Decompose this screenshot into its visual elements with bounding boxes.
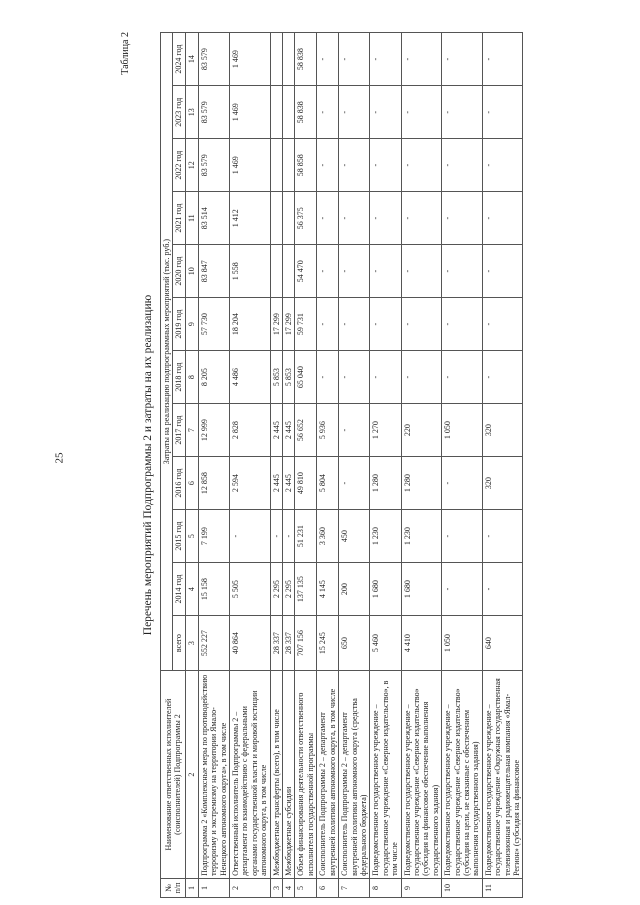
cell-total: 28 337	[283, 616, 295, 671]
cell-year-value	[270, 245, 282, 298]
cell-year-value: 2 295	[283, 563, 295, 616]
col-header-costs: Затраты на реализацию подпрограммных мероприятий (тыс. руб.)	[161, 33, 173, 671]
cell-year-value: 83 579	[198, 139, 229, 192]
cell-year-value: -	[270, 510, 282, 563]
cell-year-value: -	[317, 86, 339, 139]
cell-year-value: -	[401, 192, 442, 245]
col-header-year: 2018 год	[173, 351, 185, 404]
cell-year-value	[283, 245, 295, 298]
cell-year-value: 2 445	[283, 457, 295, 510]
row-name: Подведомственное государственное учреждение – государственное учреждение «Северное издательство», в том числе	[370, 671, 401, 879]
row-number: 4	[283, 878, 295, 897]
cell-year-value: -	[401, 351, 442, 404]
cell-year-value: -	[401, 33, 442, 86]
row-number: 7	[339, 878, 370, 897]
cell-year-value: 59 731	[295, 298, 317, 351]
table-row	[442, 33, 483, 898]
column-index: 12	[185, 139, 198, 192]
column-index-row	[185, 33, 198, 898]
cell-year-value: 58 858	[295, 139, 317, 192]
cell-year-value: 5 853	[283, 351, 295, 404]
col-header-year: 2021 год	[173, 192, 185, 245]
cell-year-value: -	[442, 139, 483, 192]
cell-year-value: 1 230	[401, 510, 442, 563]
row-name: Соисполнитель Подпрограммы 2 – департамент внутренней политики автономного округа (средства федерального бюджета)	[339, 671, 370, 879]
cell-year-value: 1 469	[230, 86, 271, 139]
cell-year-value: 2 828	[230, 404, 271, 457]
row-number: 1	[198, 878, 229, 897]
cell-year-value: 1 280	[401, 457, 442, 510]
cell-year-value: 2 445	[270, 404, 282, 457]
cell-year-value: -	[401, 86, 442, 139]
cell-year-value: -	[317, 139, 339, 192]
table-row	[230, 33, 271, 898]
table-row	[401, 33, 442, 898]
column-index: 9	[185, 298, 198, 351]
row-name: Подведомственное государственное учреждение – государственное учреждение «Северное издательство» (субсидия на цели, не связанные с обеспечением выполнения государственного задания)	[442, 671, 483, 879]
cell-year-value: -	[283, 510, 295, 563]
cell-year-value: 83 514	[198, 192, 229, 245]
cell-year-value: -	[317, 351, 339, 404]
cell-year-value: -	[339, 192, 370, 245]
cell-year-value: 83 579	[198, 86, 229, 139]
cell-year-value: -	[442, 510, 483, 563]
cell-year-value: -	[482, 33, 523, 86]
cell-year-value: 17 299	[270, 298, 282, 351]
cell-year-value: -	[442, 33, 483, 86]
row-number: 3	[270, 878, 282, 897]
cell-year-value: -	[442, 86, 483, 139]
cell-year-value: 3 360	[317, 510, 339, 563]
cell-total: 640	[482, 616, 523, 671]
row-number: 11	[482, 878, 523, 897]
col-header-year: 2019 год	[173, 298, 185, 351]
column-index: 2	[185, 671, 198, 879]
cell-year-value: 4 145	[317, 563, 339, 616]
col-header-year: 2020 год	[173, 245, 185, 298]
header-row-1	[161, 33, 173, 898]
table-row	[317, 33, 339, 898]
cell-year-value: -	[482, 86, 523, 139]
cell-year-value: -	[317, 298, 339, 351]
cell-total: 4 410	[401, 616, 442, 671]
cell-year-value: 2 445	[270, 457, 282, 510]
cell-year-value: -	[442, 563, 483, 616]
column-index: 3	[185, 616, 198, 671]
cell-year-value	[270, 86, 282, 139]
cell-total: 707 156	[295, 616, 317, 671]
row-name: Ответственный исполнитель Подпрограммы 2 – департамент по взаимодействию с федеральными органами государственной власти и мировой юстиции автономного округа, в том числе	[230, 671, 271, 879]
table-row	[339, 33, 370, 898]
cell-year-value: -	[482, 298, 523, 351]
cell-year-value: -	[317, 192, 339, 245]
row-name: Межбюджетные субсидии	[283, 671, 295, 879]
column-index: 8	[185, 351, 198, 404]
page-number: 25	[53, 452, 66, 464]
col-header-year: 2015 год	[173, 510, 185, 563]
cell-year-value: 8 205	[198, 351, 229, 404]
cell-year-value: 2 445	[283, 404, 295, 457]
cell-total: 28 337	[270, 616, 282, 671]
rotated-sheet	[120, 32, 640, 898]
cell-year-value: 15 158	[198, 563, 229, 616]
cell-year-value: -	[230, 510, 271, 563]
row-number: 10	[442, 878, 483, 897]
col-header-year: 2014 год	[173, 563, 185, 616]
cell-year-value: -	[401, 139, 442, 192]
cell-year-value	[283, 33, 295, 86]
cell-year-value: -	[442, 351, 483, 404]
column-index: 7	[185, 404, 198, 457]
column-index: 11	[185, 192, 198, 245]
row-number: 9	[401, 878, 442, 897]
cell-year-value: 58 838	[295, 86, 317, 139]
cell-year-value: 18 204	[230, 298, 271, 351]
cell-year-value: 320	[482, 404, 523, 457]
cell-total: 5 460	[370, 616, 401, 671]
row-number: 8	[370, 878, 401, 897]
cell-year-value: 49 810	[295, 457, 317, 510]
cell-year-value	[283, 86, 295, 139]
row-name: Объем финансирования деятельности ответственного исполнителя государственной программы	[295, 671, 317, 879]
cell-year-value: 65 040	[295, 351, 317, 404]
col-header-year: 2017 год	[173, 404, 185, 457]
cell-year-value: -	[482, 245, 523, 298]
cell-year-value: 5 804	[317, 457, 339, 510]
row-number: 5	[295, 878, 317, 897]
table-label: Таблица 2	[120, 32, 131, 75]
table-row	[482, 33, 523, 898]
column-index: 10	[185, 245, 198, 298]
cell-year-value: -	[339, 86, 370, 139]
cell-year-value: -	[442, 192, 483, 245]
cell-year-value: -	[370, 245, 401, 298]
cell-year-value	[270, 192, 282, 245]
row-name: Подпрограмма 2 «Комплексные меры по противодействию терроризму и экстремизму на территории Ямало-Ненецкого автономного округа», в том числе	[198, 671, 229, 879]
cell-year-value: 320	[482, 457, 523, 510]
cell-year-value: 1 230	[370, 510, 401, 563]
cell-year-value: -	[442, 245, 483, 298]
cell-year-value: -	[442, 457, 483, 510]
cell-year-value: -	[482, 563, 523, 616]
cell-year-value: 1 469	[230, 139, 271, 192]
table-title: Перечень мероприятий Подпрограммы 2 и затраты на их реализацию	[142, 294, 154, 636]
cell-year-value: 5 936	[317, 404, 339, 457]
cell-year-value: -	[339, 457, 370, 510]
table-row	[370, 33, 401, 898]
cell-year-value: 1 469	[230, 33, 271, 86]
cell-total: 40 864	[230, 616, 271, 671]
row-name: Межбюджетные трансферты (всего), в том числе	[270, 671, 282, 879]
cell-year-value: -	[482, 192, 523, 245]
table-row	[283, 33, 295, 898]
row-name: Подведомственное государственное учреждение – государственное учреждение «Окружная государственная телевизионная и радиовещательная компания «Ямал-Регион» (субсидия на финансовое	[482, 671, 523, 879]
cell-year-value: 2 295	[270, 563, 282, 616]
cell-year-value: -	[370, 33, 401, 86]
column-index: 1	[185, 878, 198, 897]
col-header-no: № п/п	[161, 878, 186, 897]
col-header-year: 2024 год	[173, 33, 185, 86]
cell-year-value: -	[339, 33, 370, 86]
cell-year-value: -	[482, 351, 523, 404]
row-name: Подведомственное государственное учреждение – государственное учреждение «Северное издательство» (субсидия на финансовое обеспечение выполнения государственного задания)	[401, 671, 442, 879]
cell-year-value	[270, 139, 282, 192]
cell-year-value: 12 999	[198, 404, 229, 457]
cell-year-value: 5 505	[230, 563, 271, 616]
cell-year-value: 5 853	[270, 351, 282, 404]
cell-year-value: 12 858	[198, 457, 229, 510]
cell-year-value: 7 199	[198, 510, 229, 563]
col-header-name: Наименование ответственных исполнителей (соисполнителей) Подпрограммы 2	[161, 671, 186, 879]
cell-year-value: -	[401, 298, 442, 351]
cell-year-value: 1 412	[230, 192, 271, 245]
cell-year-value: 58 838	[295, 33, 317, 86]
cell-year-value: 56 375	[295, 192, 317, 245]
table-row	[198, 33, 229, 898]
cell-year-value: 83 847	[198, 245, 229, 298]
column-index: 6	[185, 457, 198, 510]
cell-year-value: 1 680	[370, 563, 401, 616]
cell-year-value: -	[370, 298, 401, 351]
col-header-year: 2023 год	[173, 86, 185, 139]
cell-year-value: -	[317, 245, 339, 298]
cell-year-value	[283, 139, 295, 192]
cell-year-value: -	[370, 192, 401, 245]
cell-year-value: 220	[401, 404, 442, 457]
cell-total: 552 227	[198, 616, 229, 671]
cell-year-value: 450	[339, 510, 370, 563]
cell-year-value: -	[339, 351, 370, 404]
cell-total: 1 050	[442, 616, 483, 671]
cell-total: 650	[339, 616, 370, 671]
cell-year-value: 1 680	[401, 563, 442, 616]
column-index: 4	[185, 563, 198, 616]
cell-year-value: 1 280	[370, 457, 401, 510]
row-name: Соисполнитель Подпрограммы 2 – департамент внутренней политики автономного округа, в том числе	[317, 671, 339, 879]
cell-year-value: 51 231	[295, 510, 317, 563]
cell-total: 15 245	[317, 616, 339, 671]
cell-year-value: -	[482, 139, 523, 192]
costs-table	[160, 32, 523, 898]
col-header-year: 2022 год	[173, 139, 185, 192]
cell-year-value: -	[370, 86, 401, 139]
cell-year-value: -	[339, 298, 370, 351]
table-row	[270, 33, 282, 898]
cell-year-value: -	[370, 139, 401, 192]
row-number: 2	[230, 878, 271, 897]
col-header-total: всего	[173, 616, 185, 671]
cell-year-value: -	[370, 351, 401, 404]
cell-year-value: -	[339, 404, 370, 457]
cell-year-value: 1 050	[442, 404, 483, 457]
cell-year-value: 56 652	[295, 404, 317, 457]
cell-year-value: -	[482, 510, 523, 563]
cell-year-value: 1 558	[230, 245, 271, 298]
cell-year-value: 1 270	[370, 404, 401, 457]
cell-year-value: 2 594	[230, 457, 271, 510]
cell-year-value: 83 579	[198, 33, 229, 86]
cell-year-value: 57 730	[198, 298, 229, 351]
cell-year-value: -	[442, 298, 483, 351]
cell-year-value: -	[339, 139, 370, 192]
cell-year-value: 17 299	[283, 298, 295, 351]
cell-year-value: -	[401, 245, 442, 298]
cell-year-value: 200	[339, 563, 370, 616]
column-index: 14	[185, 33, 198, 86]
cell-year-value	[283, 192, 295, 245]
cell-year-value: -	[317, 33, 339, 86]
column-index: 5	[185, 510, 198, 563]
cell-year-value: 54 470	[295, 245, 317, 298]
column-index: 13	[185, 86, 198, 139]
cell-year-value: -	[339, 245, 370, 298]
row-number: 6	[317, 878, 339, 897]
cell-year-value: 4 486	[230, 351, 271, 404]
cell-year-value	[270, 33, 282, 86]
cell-year-value: 137 135	[295, 563, 317, 616]
col-header-year: 2016 год	[173, 457, 185, 510]
table-row	[295, 33, 317, 898]
